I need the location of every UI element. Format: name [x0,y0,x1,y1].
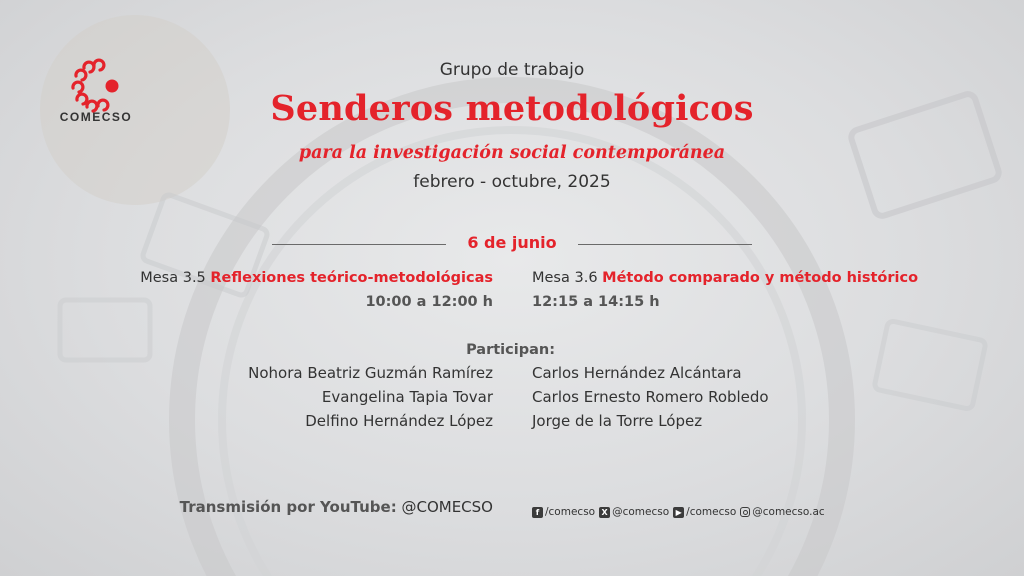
participant-left: Nohora Beatriz Guzmán Ramírez [248,364,493,382]
participant-left: Delfino Hernández López [305,412,493,430]
session-right-number: Mesa 3.6 [532,270,598,286]
x-icon: X [599,507,610,518]
session-left-number: Mesa 3.5 [140,270,206,286]
social-links [532,504,829,520]
instagram-icon [740,507,750,517]
kicker-text: Grupo de trabajo [439,60,585,80]
participant-right: Jorge de la Torre López [532,412,703,430]
logo-wordmark: COMECSO [59,110,133,124]
social-facebook-handle: /comecso [545,506,596,518]
session-left-title: Reflexiones teórico-metodológicas [210,270,493,286]
session-right [532,270,992,286]
facebook-icon: f [532,507,543,518]
participant-right: Carlos Hernández Alcántara [532,364,742,382]
social-facebook[interactable] [532,506,595,518]
divider-right [578,244,752,245]
stream-label: Transmisión por YouTube: [179,498,397,516]
session-right-time: 12:15 a 14:15 h [532,294,660,310]
session-left-time: 10:00 a 12:00 h [365,294,493,310]
youtube-icon: ▶ [673,507,684,518]
social-youtube[interactable] [673,506,736,518]
social-instagram-handle: @comecso.ac [752,506,825,518]
social-x[interactable] [599,506,669,518]
page-subtitle: para la investigación social contemporánea [298,143,726,163]
social-youtube-handle: /comecso [686,506,737,518]
page-title: Senderos metodológicos [270,88,754,129]
stream-info [60,498,493,516]
social-x-handle: @comecso [612,506,670,518]
session-left [60,270,493,286]
participants-heading: Participan: [466,342,555,358]
session-right-title: Método comparado y método histórico [602,270,919,286]
event-day: 6 de junio [467,233,557,252]
stream-handle[interactable]: @COMECSO [401,498,493,516]
participant-left: Evangelina Tapia Tovar [321,388,493,406]
date-range: febrero - octubre, 2025 [413,172,611,192]
participant-right: Carlos Ernesto Romero Robledo [532,388,769,406]
social-instagram[interactable] [740,506,824,518]
divider-left [272,244,446,245]
